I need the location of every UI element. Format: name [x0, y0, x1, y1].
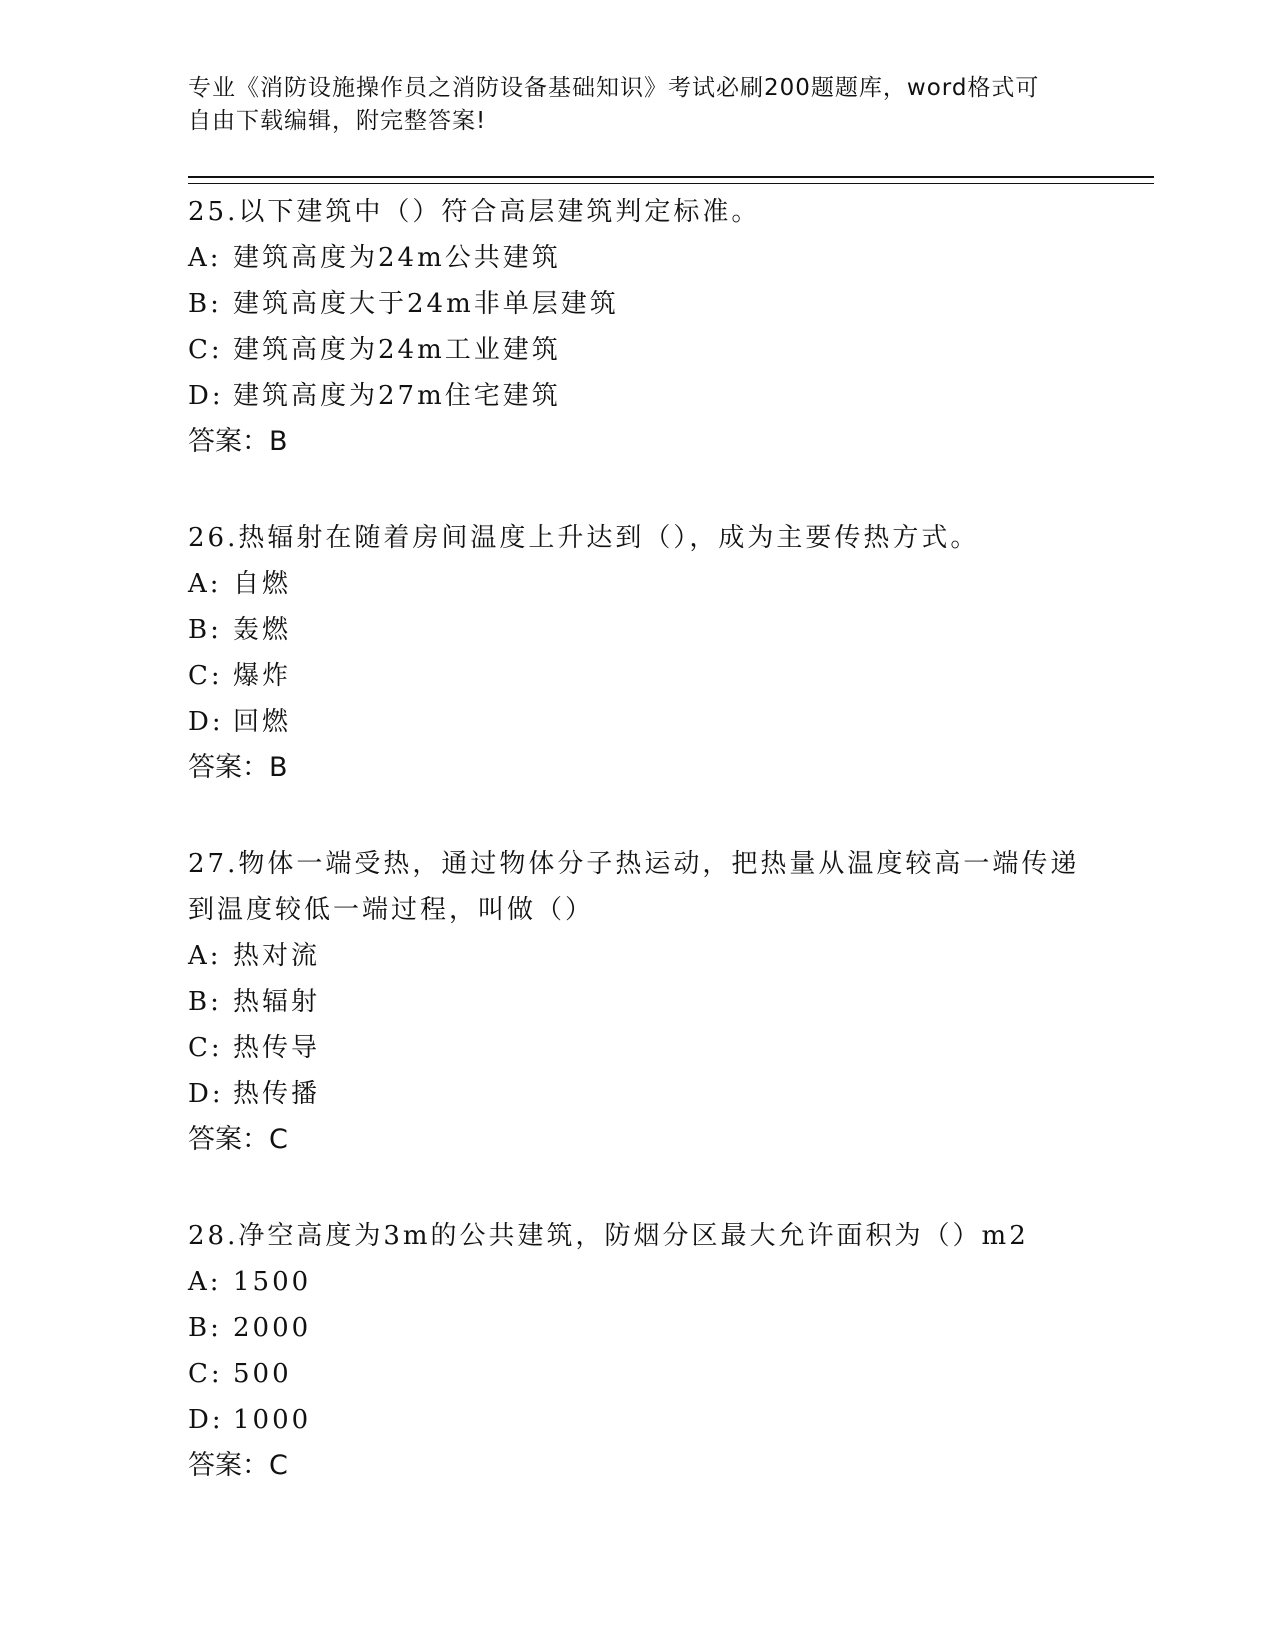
option-letter: D: — [188, 1079, 224, 1109]
option-d — [188, 1071, 1088, 1117]
question-text: 26.热辐射在随着房间温度上升达到（），成为主要传热方式。 — [188, 523, 980, 553]
option-letter: B: — [188, 987, 222, 1017]
option-b — [188, 607, 1088, 653]
option-letter: C: — [188, 1033, 223, 1063]
answer-text: 答案：B — [188, 752, 288, 783]
option-letter: B: — [188, 1313, 222, 1343]
option-c — [188, 1351, 1088, 1397]
question-text: 25.以下建筑中（）符合高层建筑判定标准。 — [188, 197, 761, 227]
question-27 — [188, 841, 1088, 1163]
option-letter: B: — [188, 615, 222, 645]
option-b — [188, 1305, 1088, 1351]
option-text: 2000 — [233, 1313, 312, 1343]
question-26 — [188, 515, 1088, 791]
option-a — [188, 561, 1088, 607]
option-text: 1000 — [233, 1405, 312, 1435]
option-c — [188, 1025, 1088, 1071]
option-letter: A: — [188, 1267, 222, 1297]
option-text: 建筑高度为27m住宅建筑 — [233, 381, 561, 411]
option-text: 轰燃 — [233, 615, 292, 645]
document-header — [188, 72, 1088, 138]
option-d — [188, 373, 1088, 419]
option-letter: A: — [188, 569, 222, 599]
option-letter: D: — [188, 381, 224, 411]
option-a — [188, 1259, 1088, 1305]
option-text: 建筑高度为24m公共建筑 — [233, 243, 561, 273]
option-text: 热对流 — [233, 941, 321, 971]
answer-text: 答案：B — [188, 426, 288, 457]
answer-text: 答案：C — [188, 1450, 288, 1481]
option-letter: A: — [188, 941, 222, 971]
option-text: 爆炸 — [233, 661, 292, 691]
option-text: 热传播 — [233, 1079, 321, 1109]
option-text: 回燃 — [233, 707, 292, 737]
option-text: 热辐射 — [233, 987, 321, 1017]
option-letter: A: — [188, 243, 222, 273]
option-letter: D: — [188, 1405, 224, 1435]
option-a — [188, 235, 1088, 281]
option-letter: C: — [188, 661, 223, 691]
question-list — [188, 189, 1088, 1539]
option-d — [188, 1397, 1088, 1443]
option-letter: D: — [188, 707, 224, 737]
option-c — [188, 327, 1088, 373]
option-text: 热传导 — [233, 1033, 321, 1063]
option-b — [188, 281, 1088, 327]
header-line-1: 专业《消防设施操作员之消防设备基础知识》考试必刷200题题库，word格式可 — [188, 75, 1040, 101]
option-text: 建筑高度大于24m非单层建筑 — [233, 289, 619, 319]
option-c — [188, 653, 1088, 699]
option-letter: C: — [188, 335, 223, 365]
option-text: 建筑高度为24m工业建筑 — [233, 335, 561, 365]
answer-text: 答案：C — [188, 1124, 288, 1155]
option-a — [188, 933, 1088, 979]
question-28 — [188, 1213, 1088, 1489]
question-text: 27.物体一端受热，通过物体分子热运动，把热量从温度较高一端传递到温度较低一端过程，叫做（） — [188, 849, 1080, 925]
option-text: 1500 — [233, 1267, 312, 1297]
option-text: 自燃 — [233, 569, 292, 599]
option-d — [188, 699, 1088, 745]
header-divider-thin — [188, 183, 1154, 184]
option-letter: B: — [188, 289, 222, 319]
option-b — [188, 979, 1088, 1025]
option-text: 500 — [233, 1359, 292, 1389]
header-line-2: 自由下载编辑，附完整答案! — [188, 108, 487, 134]
question-text: 28.净空高度为3m的公共建筑，防烟分区最大允许面积为（）m2 — [188, 1221, 1029, 1251]
header-divider-thick — [188, 176, 1154, 178]
question-25 — [188, 189, 1088, 465]
option-letter: C: — [188, 1359, 223, 1389]
